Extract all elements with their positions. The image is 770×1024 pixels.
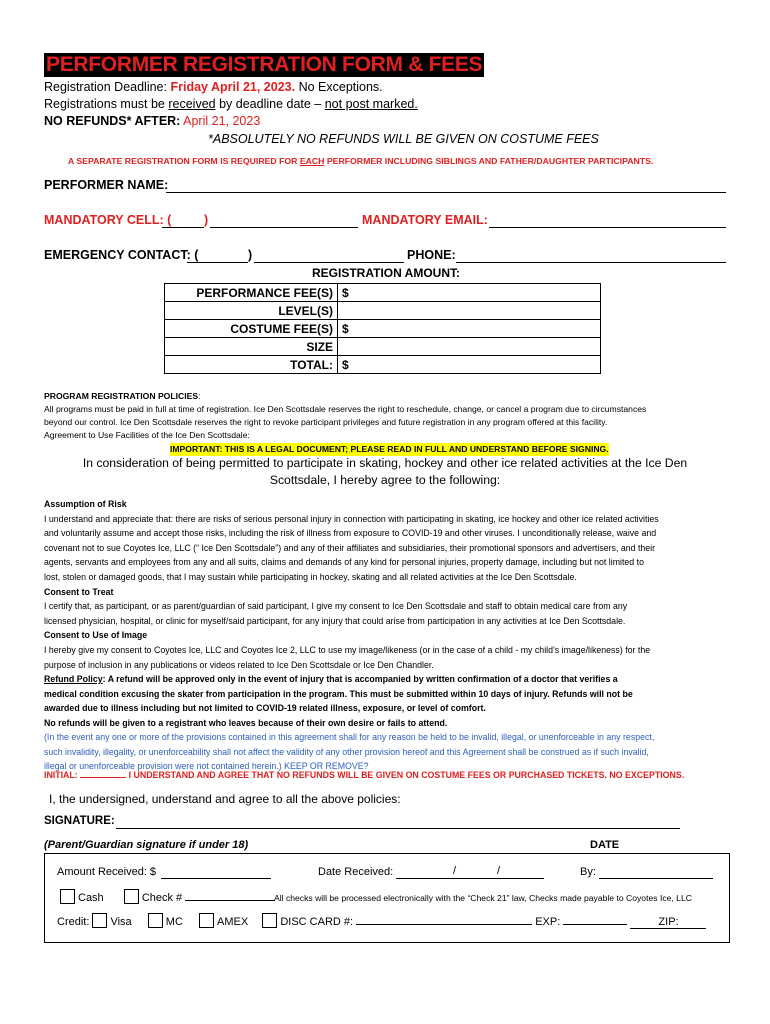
amount-received-field[interactable]	[161, 878, 271, 879]
no-refunds-date: April 21, 2023	[183, 114, 261, 128]
phone-label: PHONE:	[407, 248, 456, 262]
date-received-label: Date Received:	[318, 866, 394, 878]
fee-row	[165, 356, 601, 374]
date-received-field[interactable]	[396, 878, 544, 879]
exp-label: EXP:	[535, 916, 561, 928]
guardian-note: (Parent/Guardian signature if under 18)	[44, 839, 249, 851]
fee-value-field[interactable]: $	[338, 320, 601, 338]
fee-label: TOTAL:	[165, 356, 338, 374]
signature-field[interactable]	[116, 828, 680, 829]
emergency-contact-label: EMERGENCY CONTACT: (	[44, 248, 199, 262]
fee-row	[165, 338, 601, 356]
important-notice: IMPORTANT: THIS IS A LEGAL DOCUMENT; PLEASE READ IN FULL AND UNDERSTAND BEFORE SIGNING.	[170, 444, 609, 454]
postmark-line: Registrations must be received by deadline date – not post marked.	[44, 97, 418, 111]
emergency-area-code-field[interactable]	[187, 262, 248, 263]
payment-method-row	[60, 889, 275, 904]
exp-field[interactable]	[563, 924, 627, 925]
initial-label: INITIAL:	[44, 770, 78, 780]
image-heading: Consent to Use of Image	[44, 630, 148, 641]
date-label: DATE	[590, 839, 620, 851]
performer-name-label: PERFORMER NAME:	[44, 178, 169, 192]
cell-area-code-field[interactable]	[162, 227, 204, 228]
form-title: PERFORMER REGISTRATION FORM & FEES	[46, 53, 483, 76]
cash-label: Cash	[78, 892, 104, 904]
policies-heading: PROGRAM REGISTRATION POLICIES	[44, 391, 199, 401]
deadline-label: Registration Deadline:	[44, 80, 167, 94]
check-checkbox[interactable]	[124, 889, 139, 904]
date-slash: /	[497, 865, 501, 877]
cell-number-field[interactable]	[210, 227, 358, 228]
card-number-field[interactable]	[356, 924, 532, 925]
initial-text: I UNDERSTAND AND AGREE THAT NO REFUNDS WILL BE GIVEN ON COSTUME FEES OR PURCHASED TICKETS. NO EXCEPTIONS.	[128, 770, 685, 780]
credit-row	[57, 913, 706, 929]
amex-checkbox[interactable]	[199, 913, 214, 928]
date-slash: /	[453, 865, 457, 877]
by-field[interactable]	[599, 878, 713, 879]
agree-statement: I, the undersigned, understand and agree to all the above policies:	[49, 792, 401, 806]
policy-line: All programs must be paid in full at time of registration. Ice Den Scottsdale reserves the right to reschedule, change, or cancel a program due to circumstances	[44, 404, 647, 414]
amex-label: AMEX	[217, 916, 249, 928]
check-21-note: All checks will be processed electronically with the “Check 21” law, Checks made payable to Coyotes Ice, LLC	[274, 893, 692, 903]
fee-value-field[interactable]: $	[338, 284, 601, 302]
disc-card-label: DISC CARD #:	[280, 916, 354, 928]
registration-amount-heading: REGISTRATION AMOUNT:	[312, 266, 460, 280]
not-post-marked-text: not post marked.	[324, 97, 418, 111]
separate-form-notice: A SEPARATE REGISTRATION FORM IS REQUIRED FOR EACH PERFORMER INCLUDING SIBLINGS AND FATHER/DAUGHTER PARTICIPANTS.	[68, 156, 654, 166]
refund-heading: Refund Policy	[44, 674, 103, 685]
credit-label: Credit:	[57, 916, 90, 928]
emergency-number-field[interactable]	[254, 262, 404, 263]
fee-value-field[interactable]: $	[338, 356, 601, 374]
costume-note: *ABSOLUTELY NO REFUNDS WILL BE GIVEN ON COSTUME FEES	[208, 132, 599, 146]
email-field[interactable]	[489, 227, 726, 228]
invalid-provision-note: (In the event any one or more of the provisions contained in this agreement shall for any reason be held to be invalid, illegal, or unenforceable in any respect, such invalidity, illegality, or unenforceability shall not affect the validity of any other provision hereof and this Agreement shall be construed as if such invalid, illegal or unenforceable provision were not contained herein.) KEEP OR REMOVE?	[44, 732, 655, 772]
by-label: By:	[580, 866, 596, 878]
deadline-date: Friday April 21, 2023.	[170, 80, 296, 94]
policy-line: beyond our control. Ice Den Scottsdale reserves the right to revoke participant privileges and future registration in any program offered at this facility.	[44, 417, 608, 427]
amount-received-label: Amount Received: $	[57, 866, 157, 878]
deadline-line	[44, 79, 383, 96]
fee-row	[165, 320, 601, 338]
cash-checkbox[interactable]	[60, 889, 75, 904]
fee-row	[165, 284, 601, 302]
mc-checkbox[interactable]	[148, 913, 163, 928]
fees-table	[164, 283, 601, 374]
no-refunds-line	[44, 113, 260, 130]
fee-label: SIZE	[165, 338, 338, 356]
visa-label: Visa	[110, 916, 132, 928]
signature-label: SIGNATURE:	[44, 815, 115, 827]
emergency-paren-close: )	[248, 248, 253, 262]
mandatory-cell-label: MANDATORY CELL: (	[44, 213, 172, 227]
policy-line: Agreement to Use Facilities of the Ice Den Scottsdale:	[44, 430, 250, 440]
fee-value-field[interactable]	[338, 302, 601, 320]
program-policies: PROGRAM REGISTRATION POLICIES: All programs must be paid in full at time of registration. Ice Den Scottsdale reserves the right to reschedule, change, or cancel a program due to circumstances beyond our control. Ice Den Scottsdale reserves the right to revoke participant privileges and future registration in any program offered at this facility. Agreement to Use Facilities of the Ice Den Scottsdale:	[44, 390, 734, 442]
cell-paren-close: )	[204, 213, 209, 227]
no-refunds-label: NO REFUNDS* AFTER:	[44, 114, 181, 128]
fee-label: PERFORMANCE FEE(S)	[165, 284, 338, 302]
disc-checkbox[interactable]	[262, 913, 277, 928]
phone-field[interactable]	[456, 262, 726, 263]
deadline-suffix: No Exceptions.	[298, 80, 383, 94]
zip-label: ZIP:	[630, 916, 706, 929]
treat-heading: Consent to Treat	[44, 586, 114, 597]
received-text: received	[168, 97, 216, 111]
fee-label: COSTUME FEE(S)	[165, 320, 338, 338]
check-number-field[interactable]	[185, 900, 275, 901]
mc-label: MC	[165, 916, 183, 928]
check-label: Check #	[141, 892, 183, 904]
visa-checkbox[interactable]	[92, 913, 107, 928]
consideration-text: In consideration of being permitted to participate in skating, hockey and other ice related activities at the Ice Den Scottsdale, I hereby agree to the following:	[82, 456, 688, 487]
fee-label: LEVEL(S)	[165, 302, 338, 320]
initial-line	[44, 770, 684, 780]
fee-row	[165, 302, 601, 320]
risk-heading: Assumption of Risk	[44, 499, 127, 509]
initial-field[interactable]	[80, 777, 126, 778]
mandatory-email-label: MANDATORY EMAIL:	[362, 213, 488, 227]
performer-name-field[interactable]	[166, 192, 726, 193]
fee-value-field[interactable]	[338, 338, 601, 356]
agreement-body: Assumption of Risk I understand and appreciate that: there are risks of serious personal injury in connection with participating in skating, ice hockey and other ice related activities and voluntarily assume and accept those risks, including the risk of illness from exposure to COVID-19 and other viruses. I unconditionally release, waive and covenant not to sue Coyotes Ice, LLC (“ Ice Den Scottsdale”) and any of their affiliates and subsidiaries, their promotional sponsors and advertisers, and their agents, servants and employees from any and all suits, claims and demands of any kind for personal injuries, property damage, including but not limited to lost, stolen or damaged goods, that I may sustain while participating in hockey, skating and all related activities at the Ice Den Scottsdale. Consent to Treat I certify that, as participant, or as parent/guardian of said participant, I give my consent to Ice Den Scottsdale and staff to obtain medical care from any licensed physician, hospital, or clinic for myself/said participant, for any injury that could arise from participation in any activities at Ice Den Scottsdale. Consent to Use of Image I hereby give my consent to Coyotes Ice, LLC and Coyotes Ice 2, LLC to use my image/likeness (or in the case of a child - my child’s image/likeness) for the purpose of inclusion in any publications or videos related to Ice Den Scottsdale or Ice Den Chandler. Refund Policy: A refund will be approved only in the event of injury that is accompanied by written confirmation of a doctor that verifies a medical condition excusing the skater from participation in the program. This must be submitted within 10 days of injury. Refunds will not be awarded due to illness including but not limited to COVID-19 related illness, exposure, or level of comfort. No refunds will be given to a registrant who leaves because of their own desire or fails to attend.	[44, 497, 730, 731]
